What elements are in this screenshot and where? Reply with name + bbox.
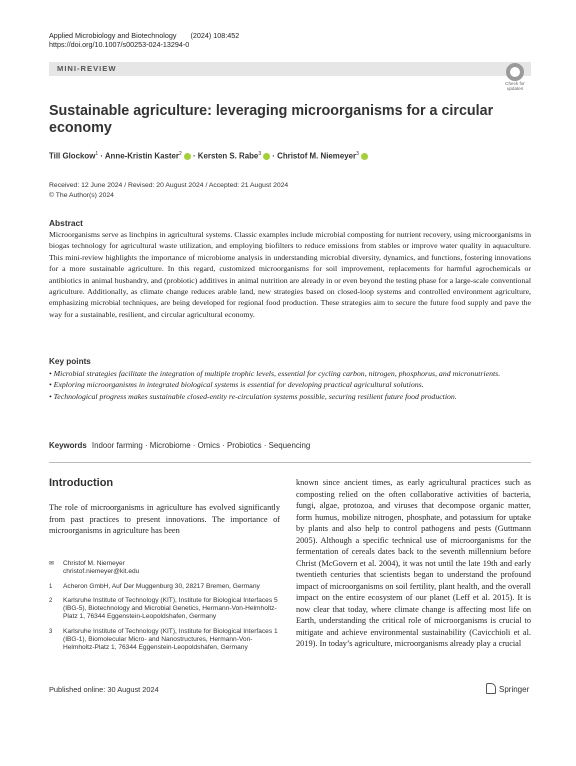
keywords-list: Indoor farming · Microbiome · Omics · Probiotics · Sequencing: [91, 441, 311, 450]
intro-right-column: known since ancient times, as early agricultural practices such as composting relied on the often collaborative activities of bacteria, fungi, algae, protozoa, and viruses that decompose organic matter, form humus, mobilize nitrogen, phosphate, and potassium for uptake by plants and also help to control pathogens and pests (Guttmann 2005). Although a specific technical use of microorganisms for the fermentation of cereals dates back to the seventh millennium before Christ (McGovern et al. 2004), it was not until the late 19th and early twentieth centuries that scientists began to understand the profound impact of microorganisms on soil fertility, plant health, and the overall impact on the entire ecosystem of our planet (Leff et al. 2015). It is now clear that today, where climate change is affecting most life on Earth, understanding the critical role of microorganisms is crucial to mitigate and achieve environmental sustainability (Cavicchioli et al. 2019). In today’s agriculture, microorganisms already play a crucial: [296, 478, 531, 648]
abstract-heading: Abstract: [49, 218, 83, 228]
history-dates: Received: 12 June 2024 / Revised: 20 August 2024 / Accepted: 21 August 2024: [49, 182, 289, 189]
journal-volume: (2024) 108:452: [190, 31, 240, 40]
doi-link[interactable]: https://doi.org/10.1007/s00253-024-13294-0: [49, 40, 190, 49]
key-points-heading: Key points: [49, 357, 91, 366]
check-for-updates-badge[interactable]: [500, 62, 530, 94]
key-point: • Exploring microorganisms in integrated biological systems is essential for developing practical agricultural solutions.: [49, 380, 424, 390]
author-affil: 1: [95, 151, 99, 157]
orcid-icon[interactable]: [361, 153, 368, 160]
affiliation: [49, 597, 280, 622]
article-title: Sustainable agriculture: leveraging microorganisms for a circular economy: [49, 103, 494, 136]
author-name[interactable]: Christof M. Niemeyer: [277, 151, 357, 161]
abstract-text: Microorganisms serve as linchpins in agricultural systems. Classic examples include microbial composting for nutrient recovery, using microorganisms in biogas technology for agricultural waste utilization, and employing biofilters to reduce emissions from stables or improve water quality in aquaculture. This mini-review highlights the importance of microbiome analysis in understanding microbial diversity, dynamics, and functions, fostering innovations for a more sustainable agriculture. In this regard, customized microorganisms for soil improvement, replacements for harmful agrochemicals or antibiotics in animal husbandry, and (probiotic) additives in animal nutrition are already in or even beyond the testing phase for a large-scale conventional agriculture. Additionally, as climate change reduces arable land, new strategies based on closed-loop systems and controlled environment agriculture, emphasizing microbial techniques, are being developed for regional food production. These strategies aim to secure the future food supply and pave the way for a sustainable, resilient, and circular agricultural economy.: [49, 230, 531, 319]
corresponding-name: Christof M. Niemeyer: [63, 560, 125, 567]
introduction-heading: Introduction: [49, 477, 114, 489]
key-point: • Technological progress makes sustainable closed-entity re-circulation systems possible, securing resilient future food production.: [49, 391, 457, 401]
author-list: Till Glockow$^1$ · Anne-Kristin Kaster$^2$ · Kersten S. Rabe$^3$ · Christof M. Niemeyer$^3$: [49, 151, 529, 161]
publisher-logo: [486, 683, 529, 694]
orcid-icon[interactable]: [263, 153, 270, 160]
affiliation: [49, 583, 280, 591]
check-updates-label: Check for updates: [505, 81, 525, 91]
affiliation-text: Acheron GmbH, Auf Der Muggenburg 30, 28217 Bremen, Germany: [63, 582, 260, 590]
correspondence-block: [49, 560, 280, 659]
affiliation-text: Karlsruhe Institute of Technology (KIT), Institute for Biological Interfaces 5 (IBG-5), Biotechnology and Microbial Genetics, Hermann-Von-Helmholtz-Platz 1, 76344 Eggenstein-Leopoldshafen, Germany: [63, 596, 278, 621]
springer-horse-icon: [486, 683, 496, 694]
affiliation-number: 1: [49, 583, 53, 590]
author-name[interactable]: Till Glockow: [49, 151, 96, 161]
key-point: • Microbial strategies facilitate the integration of multiple trophic levels, essential for cycling carbon, nitrogen, phosphorus, and micronutrients.: [49, 369, 501, 378]
journal-name: Applied Microbiology and Biotechnology: [49, 31, 177, 40]
keywords-label: Keywords: [49, 441, 87, 450]
intro-left-column: The role of microorganisms in agriculture has evolved significantly from past practices to present innovations. The importance of microorganisms in agriculture has been: [49, 503, 280, 535]
publisher-name: Springer: [499, 685, 530, 694]
published-date: Published online: 30 August 2024: [49, 685, 159, 694]
keywords: [49, 441, 310, 450]
author-affil: 3: [258, 151, 262, 157]
article-type: MINI-REVIEW: [57, 64, 117, 73]
envelope-icon: ✉: [49, 561, 55, 567]
journal-header: [49, 31, 239, 49]
affiliation-number: 3: [49, 628, 53, 635]
correspondence-author: [49, 560, 280, 577]
affiliation: [49, 628, 280, 653]
section-divider: [49, 462, 531, 463]
affiliation-number: 2: [49, 597, 53, 604]
update-check-icon: [506, 63, 524, 81]
orcid-icon[interactable]: [184, 153, 191, 160]
article-type-banner: [49, 62, 531, 76]
copyright: © The Author(s) 2024: [49, 192, 114, 199]
key-points-list: [49, 368, 531, 402]
author-name[interactable]: Anne-Kristin Kaster: [104, 151, 179, 161]
author-affil: 2: [178, 151, 182, 157]
author-affil: 3: [356, 151, 359, 157]
author-name[interactable]: Kersten S. Rabe: [197, 151, 259, 161]
article-dates: [49, 181, 288, 201]
corresponding-email[interactable]: christof.niemeyer@kit.edu: [63, 568, 140, 576]
affiliation-text: Karlsruhe Institute of Technology (KIT), Institute for Biological Interfaces 1 (IBG-1), Biomolecular Micro- and Nanostructures, Hermann-Von-Helmholtz-Platz 1, 76344 Eggenstein-Leopoldshafen, Germany: [63, 627, 278, 652]
